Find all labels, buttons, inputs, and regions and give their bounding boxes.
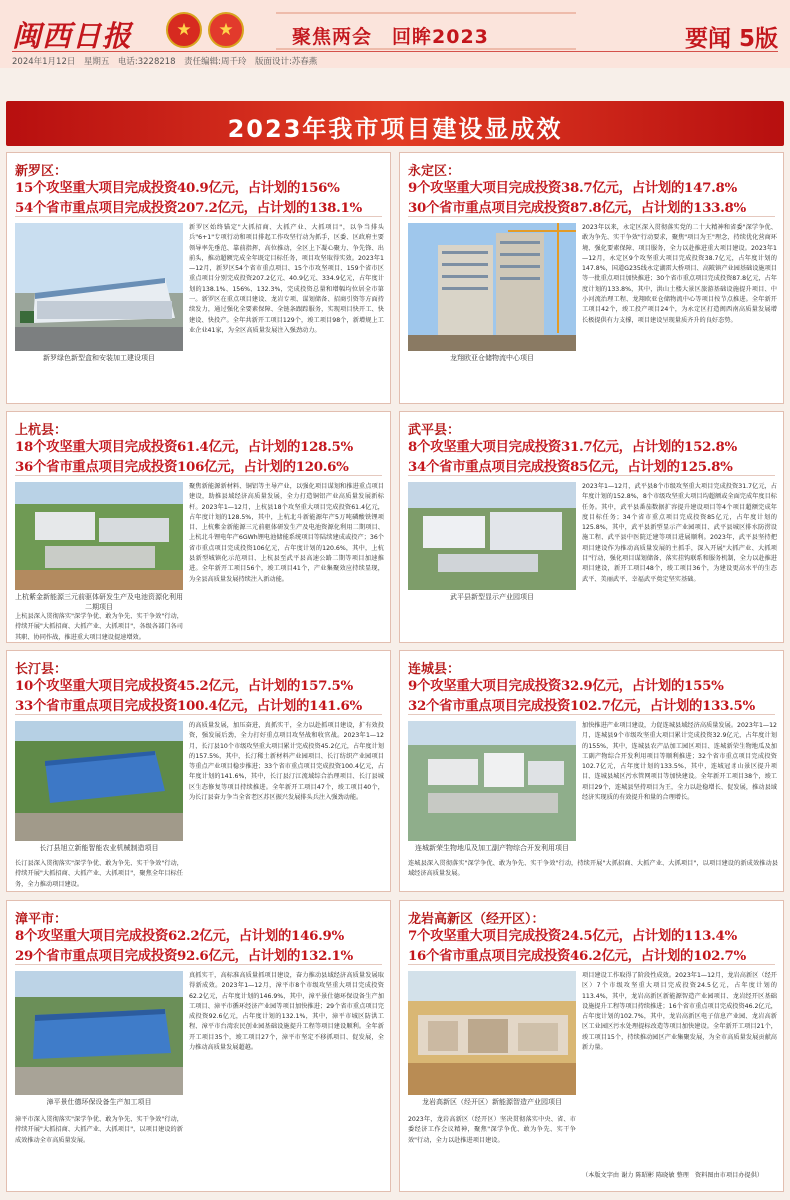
issue-info: 2024年1月12日 星期五 电话:3228218 责任编辑:周千玲 版面设计:苏春燕 [12, 51, 778, 67]
divider [408, 475, 775, 476]
photo-caption: 漳平景仕德环保设备生产加工项目 [46, 1098, 152, 1106]
article-body: 加快推进产业项目建设，力促连城县域经济高质量发展。2023年1—12月，连城县9个市级攻坚重大项目累计完成投资32.9亿元，占年度计划的155%，其中，连城县农产品加工园区项目、连城新荣生物地瓜及加工副产物综合开发利用项目等顺利推进；32个省市重点项目完成投资102.7亿元，占年度计划的133.5%，其中，连城冠豸山景区提升项目、连城县城区污水管网项目等加快建设。全年新开工项目38个，竣工项目29个，连城县坚持项目为王，全力以赴稳增长、促发展，推动县域经济实现质的有效提升和量的合理增长。 [582, 722, 777, 802]
subhead-line1: 10个攻坚重大项目完成投资45.2亿元，占计划的157.5% [15, 678, 353, 694]
divider [408, 216, 775, 217]
project-photo [15, 971, 183, 1095]
subhead-line1: 8个攻坚重大项目完成投资62.2亿元，占计划的146.9% [15, 928, 344, 944]
project-photo [15, 721, 183, 841]
subhead-line1: 9个攻坚重大项目完成投资38.7亿元，占计划的147.8% [408, 180, 737, 196]
project-photo [408, 971, 576, 1095]
photo-caption: 武平县新型显示产业园项目 [450, 593, 534, 601]
divider [15, 475, 382, 476]
project-photo [408, 482, 576, 590]
masthead [0, 0, 790, 68]
special-slogan: 聚焦两会 回眸2023 [292, 26, 489, 48]
divider [408, 964, 775, 965]
divider [15, 714, 382, 715]
project-photo [15, 482, 183, 590]
divider [408, 714, 775, 715]
divider [15, 216, 382, 217]
region-name: 武平县： [408, 423, 461, 438]
region-name: 上杭县： [15, 423, 68, 438]
credit-line: （本版文字由 谢力 陈昭彬 陈晓敏 整理 资料图由市项目办提供） [582, 1172, 764, 1179]
subhead-line2: 34个省市重点项目完成投资85亿元，占计划的125.8% [408, 459, 733, 475]
subhead-line1: 18个攻坚重大项目完成投资61.4亿元，占计划的128.5% [15, 439, 353, 455]
article-body: 2023年1—12月，武平县8个市级攻坚重大项目完成投资31.7亿元，占年度计划的152.8%，8个市级攻坚重大项目均超额或全面完成年度目标任务。其中，武平县番茄数据扩容提升建设项目等4个项目超额完成年度目标任务；34个省市重点项目完成投资85亿元，占年度计划的125.8%，其中，武平县新型显示产业园项目、武平县城区排水防涝设施工程、武平县中医院迁建等项目进展顺利。2023年，武平县坚持把项目建设作为推动高质量发展的主抓手，深入开展"大抓产业、大抓项目"行动，强化项目谋划储备，落实挂钩联系和服务机制，全力以赴推进项目建设，新开工项目48个，竣工项目36个，为建设更高水平的生态武平、美丽武平、幸福武平奠定坚实基础。 [582, 483, 777, 583]
article-body: 新罗区始终锚定"大抓招商、大抓产业、大抓项目"，以争当排头兵"6+1"专项行动和项目排起工作攻坚行动为抓手，区委、区政府主要领导率先垂范、靠前指挥，高位推动，全区上下凝心聚力、争先锋、出前头，推动超额完成全年既定目标任务，项目攻坚取得实效。2023年1—12月，新罗区54个省市重点项目、15个市攻坚项目、159个省市区重点项目分别完成投资207.2亿元、40.9亿元、334.9亿元，占年度计划的138.1%、156%、132.3%，完成投资总量和增幅均位居全市第一。新罗区在重点项目建设、龙岩专项、谋划储备、招商引资等方面持续发力，通过强化全要素保障、全链条跟踪服务，实现项目快开工、快建设、快投产。全年共新开工项目129个，竣工项目98个，新增规上工业企业41家，为全区高质量发展注入强劲动力。 [189, 224, 384, 334]
card-liancheng [399, 650, 784, 892]
section-label: 要闻 5版 [684, 26, 778, 52]
subhead-line1: 8个攻坚重大项目完成投资31.7亿元，占计划的152.8% [408, 439, 737, 455]
project-photo [408, 721, 576, 841]
article-body: 的高质量发展，加压奋进，真抓实干，全力以赴抓项目建设，扩有效投资，强发展后劲，全力打好重点项目攻坚战和收官战。2023年1—12月，长汀县10个市级攻坚重大项目累计完成投资45.2亿元，占年度计划的157.5%，其中，长汀稀土新材料产业园项目、长汀纺织产业园项目等重点产业项目稳步推进；33个省市重点项目完成投资100.4亿元，占年度计划的141.6%，其中，长汀县汀江流域综合治理项目、长汀县城区生态修复等项目持续推进。全年新开工项目47个，竣工项目40个，为长汀县奋力争当全省老区苏区振兴发展排头兵注入强劲动能。 [189, 722, 384, 802]
photo-caption: 新罗绿色新型盒和安装加工建设项目 [43, 354, 155, 362]
region-name: 连城县： [408, 662, 461, 677]
photo-caption: 连城新荣生物地瓜及加工副产物综合开发利用项目 [415, 844, 569, 852]
photo-caption: 龙岩高新区（经开区）新能源智造产业园项目 [422, 1098, 562, 1106]
card-shanghang [6, 411, 391, 643]
subhead-line1: 9个攻坚重大项目完成投资32.9亿元，占计划的155% [408, 678, 724, 694]
project-photo [15, 223, 183, 351]
article-intro: 长汀县深入贯彻落实"深学争优、敢为争先、实干争效"行动，持续开展"大抓招商、大抓产业、大抓项目"，聚焦全年目标任务，全力推动项目建设。 [15, 860, 183, 888]
subhead-line2: 29个省市重点项目完成投资92.6亿元，占计划的132.1% [15, 948, 353, 964]
headline-banner [6, 101, 784, 146]
photo-caption: 龙翔欧亚仓储物流中心项目 [450, 354, 534, 362]
subhead-line1: 15个攻坚重大项目完成投资40.9亿元，占计划的156% [15, 180, 340, 196]
article-intro: 2023年，龙岩高新区（经开区）坚决贯彻落实中央、省、市委经济工作会议精神，聚焦"深学争优、敢为争先、实干争效"行动，全力以赴推进项目建设。 [408, 1116, 576, 1144]
photo-caption: 上杭紫金新能源三元前驱体研发生产及电池资源化利用二期项目 [15, 593, 183, 611]
article-body: 项目建设工作取得了阶段性成效。2023年1—12月，龙岩高新区（经开区）7个市级攻坚重大项目完成投资24.5亿元，占年度计划的113.4%，其中，龙岩高新区新能源智造产业园项目、龙岩经开区基础设施提升工程等项目持续推进；16个省市重点项目完成投资46.2亿元，占年度计划的102.7%，其中，龙岩高新区电子信息产业园、龙岩高新区工业园区污水处理提标改造等项目加快建设。全年新开工项目21个，竣工项目15个，持续推动园区产业集聚发展，为全市高质量发展贡献高新力量。 [582, 972, 777, 1052]
region-name: 长汀县： [15, 662, 68, 677]
card-xinluo [6, 152, 391, 404]
article-body: 真抓实干，高标准高质量抓项目建设，奋力推动县域经济高质量发展取得新成效。2023年1—12月，漳平市8个市级攻坚重大项目完成投资62.2亿元，占年度计划的146.9%，其中，漳平景仕德环保设备生产加工项目、漳平市循环经济产业园等项目加快推进；29个省市重点项目完成投资92.6亿元，占年度计划的132.1%，其中，漳平市城区防洪工程、漳平市台湾农民创业园基础设施提升工程等项目建设顺利。全年新开工项目35个，竣工项目27个，漳平市坚定不移抓项目、促发展，全力推动高质量发展超越。 [189, 972, 384, 1052]
subhead-line2: 36个省市重点项目完成投资106亿元，占计划的120.6% [15, 459, 349, 475]
subhead-line1: 7个攻坚重大项目完成投资24.5亿元，占计划的113.4% [408, 928, 737, 944]
article-intro: 漳平市深入贯彻落实"深学争优、敢为争先、实干争效"行动，持续开展"大抓招商、大抓产业、大抓项目"，以项目建设的新成效推动全市高质量发展。 [15, 1116, 183, 1144]
card-longyan-hitech [399, 900, 784, 1192]
subhead-line2: 54个省市重点项目完成投资207.2亿元，占计划的138.1% [15, 200, 362, 216]
card-changting [6, 650, 391, 892]
card-wuping [399, 411, 784, 643]
article-intro: 上杭县深入贯彻落实"深学争优、敢为争先、实干争效"行动，持续开展"大抓招商、大抓产业、大抓项目"，各级各部门各司其职、协同作战，推进重大项目建设提速增效。 [15, 613, 183, 641]
article-body: 2023年以来，永定区深入贯彻落实党的二十大精神和省委"深学争优、敢为争先、实干争效"行动要求，聚焦"项目为王"理念，持续优化营商环境、强化要素保障、项目服务，全力以赴推进重大项目建设。2023年1—12月，永定区9个攻坚重大项目完成投资38.7亿元，占年度计划的147.8%，国道G235线永定湖雷大桥项目、高陂镇产业园基础设施项目等一批重点项目加快推进；30个省市重点项目完成投资87.8亿元，占年度计划的133.8%，其中，洪山土楼大景区旅游基础设施提升项目、中小河流治理工程、龙翔欧亚仓储物流中心等项目按节点推进。全年新开工项目42个，竣工投产项目24个，为永定区打造闽西南高质量发展增长极提供有力支撑，项目建设呈现量质齐升的良好态势。 [582, 224, 777, 324]
page-headline: 2023年我市项目建设显成效 [227, 115, 563, 143]
region-name: 新罗区： [15, 164, 68, 179]
photo-caption: 长汀县旭立新能智能农业机械制造项目 [39, 844, 159, 852]
region-name: 龙岩高新区（经开区）： [408, 912, 545, 927]
divider [15, 964, 382, 965]
card-yongding [399, 152, 784, 404]
newspaper-logo: 闽西日报 [12, 19, 133, 53]
national-emblem-icon: ★ [166, 12, 202, 48]
subhead-line2: 16个省市重点项目完成投资46.2亿元，占计划的102.7% [408, 948, 746, 964]
region-name: 永定区： [408, 164, 461, 179]
subhead-line2: 30个省市重点项目完成投资87.8亿元，占计划的133.8% [408, 200, 746, 216]
region-name: 漳平市： [15, 912, 68, 927]
subhead-line2: 32个省市重点项目完成投资102.7亿元，占计划的133.5% [408, 698, 755, 714]
cppcc-emblem-icon: ★ [208, 12, 244, 48]
article-intro: 连城县深入贯彻落实"深学争优、敢为争先、实干争效"行动，持续开展"大抓招商、大抓产业、大抓项目"，以项目建设的新成效推动县域经济高质量发展。 [408, 860, 778, 878]
card-zhangping [6, 900, 391, 1192]
article-body: 聚焦新能源新材料、铜铝等主导产业，以强化项目谋划和推进重点项目建设，助推县域经济高质量发展，全力打造铜铝产业高质量发展新标杆。2023年1—12月，上杭县18个攻坚重大项目完成投资61.4亿元，占年度计划的128.5%，其中，上杭北斗新能源年产5万吨磷酸铁锂项目、上杭紫金新能源三元前驱体研发生产及电池资源化利用二期项目、上杭北斗锂电年产6GWh锂电池储能系统项目等陆续建成或投产；36个省市重点项目完成投资106亿元，占年度计划的120.6%，其中，上杭县新型城镇化示范项目、上杭县至武平县高速公路二期等项目加速推进。全年新开工项目56个，竣工项目41个，产业集聚效应持续显现，为全县高质量发展持续注入新动能。 [189, 483, 384, 583]
project-photo [408, 223, 576, 351]
subhead-line2: 33个省市重点项目完成投资100.4亿元，占计划的141.6% [15, 698, 362, 714]
